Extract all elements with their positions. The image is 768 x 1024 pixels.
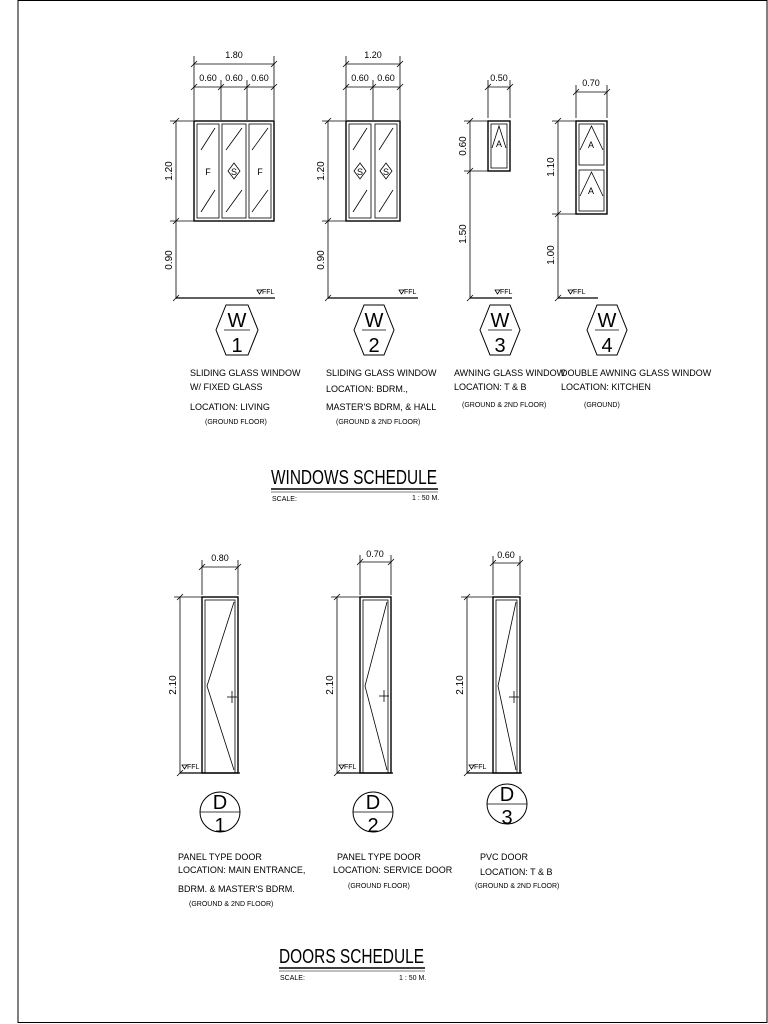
w1-desc-3: LOCATION: LIVING: [190, 402, 270, 412]
w2-sill: 0.90: [316, 250, 327, 270]
w4-overall-width: 0.70: [582, 78, 600, 88]
d2-floor-note: (GROUND FLOOR): [348, 883, 410, 890]
d3-desc-1: PVC DOOR: [480, 852, 529, 862]
w4-tag-letter: W: [597, 310, 617, 332]
w4-floor-note: (GROUND): [584, 402, 620, 409]
d2-desc-2: LOCATION: SERVICE DOOR: [333, 865, 453, 875]
w1-overall-width: 1.80: [225, 50, 243, 60]
window-w4-text: [546, 78, 712, 409]
d1-height: 2.10: [168, 675, 179, 695]
d3-height: 2.10: [455, 675, 466, 695]
d1-tag-letter: D: [212, 792, 228, 814]
w1-ffl: FFL: [262, 289, 275, 296]
w3-height: 0.60: [458, 136, 469, 156]
w3-mark-1: A: [495, 139, 503, 149]
d3-ffl: FFL: [474, 764, 487, 771]
w1-desc-1: SLIDING GLASS WINDOW: [190, 368, 301, 378]
w4-height: 1.10: [546, 157, 557, 177]
w1-panel-width-3: 0.60: [251, 73, 269, 83]
w3-desc-1: AWNING GLASS WINDOW: [454, 368, 566, 378]
w2-floor-note: (GROUND & 2ND FLOOR): [336, 419, 421, 426]
w4-ffl: FFL: [573, 289, 586, 296]
w1-mark-1: F: [205, 167, 211, 177]
w1-desc-2: W/ FIXED GLASS: [190, 382, 263, 392]
w2-desc-2: LOCATION: BDRM.,: [326, 384, 408, 394]
door-d1: [174, 560, 241, 832]
w1-sill: 0.90: [164, 250, 175, 270]
d2-ffl: FFL: [344, 764, 357, 771]
w4-sill: 1.00: [546, 245, 557, 265]
d2-tag-number: 2: [367, 815, 379, 837]
windows-schedule-title-block: [271, 467, 439, 503]
d1-desc-1: PANEL TYPE DOOR: [178, 852, 262, 862]
doors-scale-value: 1 : 50 M.: [399, 975, 427, 982]
w1-height: 1.20: [164, 161, 175, 181]
w2-ffl: FFL: [404, 289, 417, 296]
d2-desc-1: PANEL TYPE DOOR: [337, 852, 421, 862]
w2-overall-width: 1.20: [364, 50, 382, 60]
door-d3-text: [455, 550, 559, 890]
window-w1-text: [164, 50, 301, 426]
w2-height: 1.20: [316, 161, 327, 181]
w4-tag-number: 4: [601, 335, 613, 357]
w3-sill: 1.50: [458, 224, 469, 244]
w2-panel-width-2: 0.60: [377, 73, 395, 83]
doors-scale-label: SCALE:: [280, 975, 305, 982]
window-w1: [170, 56, 277, 355]
w2-tag-number: 2: [368, 335, 380, 357]
d3-desc-2: LOCATION: T & B: [480, 867, 553, 877]
w2-desc-1: SLIDING GLASS WINDOW: [326, 368, 437, 378]
w3-tag-number: 3: [494, 335, 506, 357]
door-d3: [461, 556, 527, 824]
d1-ffl: FFL: [187, 764, 200, 771]
w4-mark-1: A: [587, 140, 595, 150]
d3-tag-number: 3: [501, 807, 513, 829]
w4-mark-2: A: [587, 186, 595, 196]
w3-tag-letter: W: [490, 310, 510, 332]
w3-overall-width: 0.50: [490, 73, 508, 83]
w2-tag-letter: W: [364, 310, 384, 332]
d2-width: 0.70: [366, 549, 384, 559]
w1-panel-width-1: 0.60: [199, 73, 217, 83]
d1-width: 0.80: [211, 553, 229, 563]
windows-schedule-title: WINDOWS SCHEDULE: [271, 467, 437, 489]
d3-floor-note: (GROUND & 2ND FLOOR): [475, 883, 560, 890]
windows-scale-value: 1 : 50 M.: [412, 495, 440, 502]
d2-tag-letter: D: [365, 792, 381, 814]
w1-tag-number: 1: [231, 335, 243, 357]
d1-floor-note: (GROUND & 2ND FLOOR): [189, 901, 274, 908]
door-d1-text: [168, 553, 305, 908]
windows-scale-label: SCALE:: [272, 496, 297, 503]
w1-mark-3: F: [257, 167, 263, 177]
w3-floor-note: (GROUND & 2ND FLOOR): [462, 402, 547, 409]
d1-desc-2: LOCATION: MAIN ENTRANCE,: [178, 865, 306, 875]
w2-mark-1: S: [356, 167, 364, 177]
d3-width: 0.60: [497, 550, 515, 560]
doors-schedule-title: DOORS SCHEDULE: [279, 946, 424, 968]
w3-ffl: FFL: [500, 289, 513, 296]
window-w2-text: [316, 50, 437, 426]
door-d2: [331, 555, 394, 832]
d1-desc-3: BDRM. & MASTER'S BDRM.: [178, 884, 295, 894]
d1-tag-number: 1: [214, 815, 226, 837]
w1-mark-2: S: [230, 167, 238, 177]
w2-panel-width-1: 0.60: [351, 73, 369, 83]
w4-desc-1: DOUBLE AWNING GLASS WINDOW: [561, 368, 712, 378]
w1-floor-note: (GROUND FLOOR): [205, 419, 267, 426]
door-d2-text: [325, 549, 453, 890]
d2-height: 2.10: [325, 675, 336, 695]
w1-tag-letter: W: [227, 310, 247, 332]
w4-desc-2: LOCATION: KITCHEN: [561, 382, 651, 392]
w1-panel-width-2: 0.60: [225, 73, 243, 83]
w2-desc-3: MASTER'S BDRM, & HALL: [326, 402, 437, 412]
d3-tag-letter: D: [499, 784, 515, 806]
doors-schedule-title-block: [279, 946, 426, 982]
w3-desc-2: LOCATION: T & B: [454, 382, 527, 392]
w2-mark-2: S: [382, 167, 390, 177]
